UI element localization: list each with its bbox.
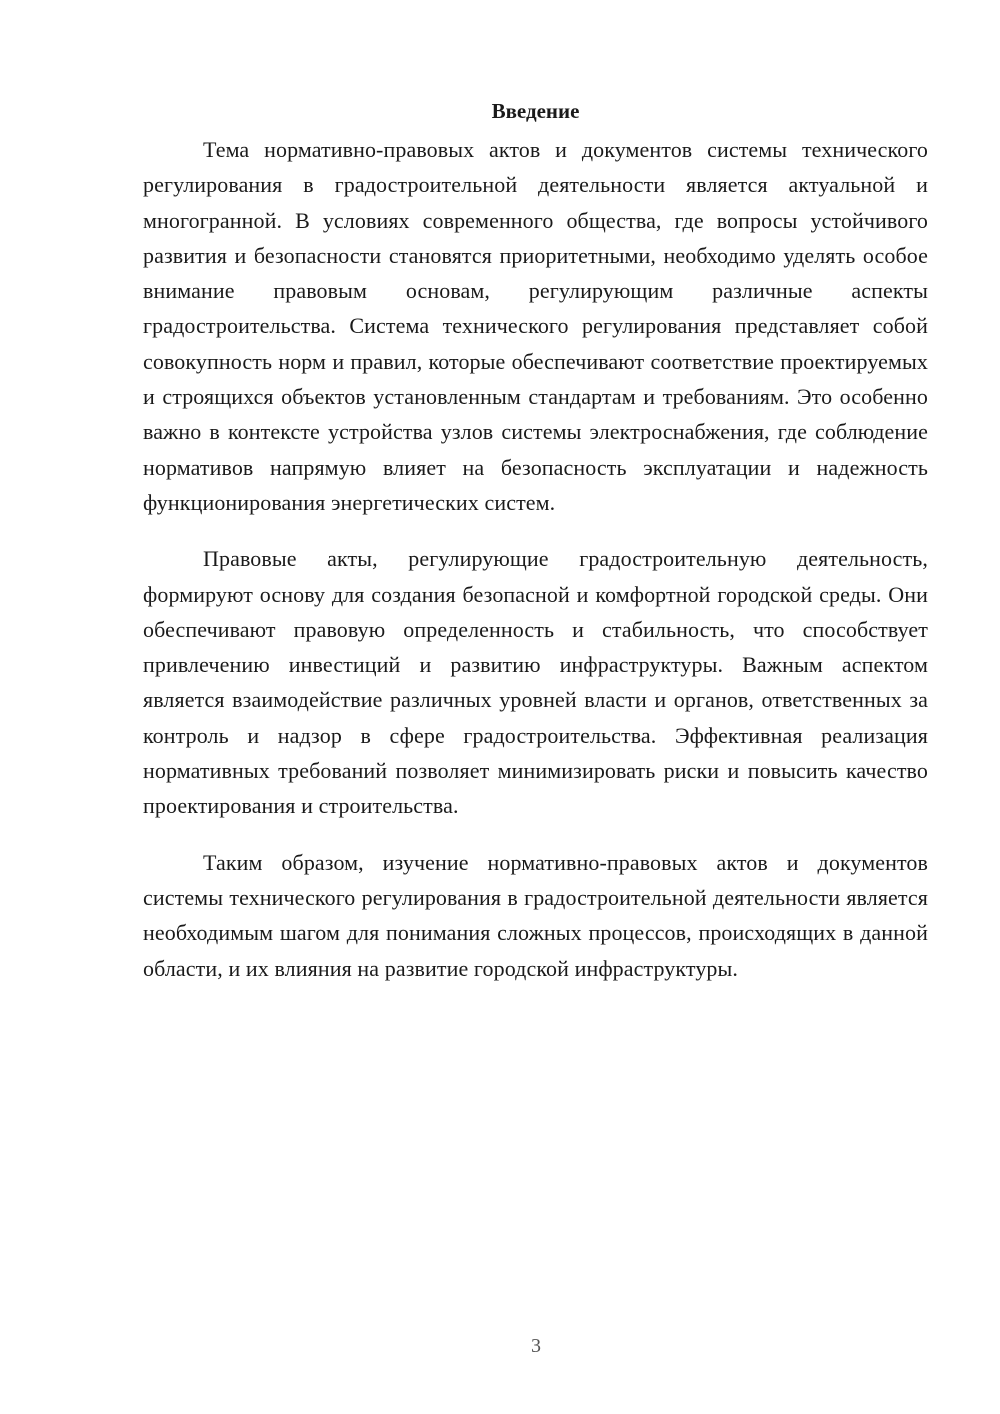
page-content bbox=[143, 96, 928, 986]
paragraph-3: Таким образом, изучение нормативно-правовых актов и документов системы технического регулирования в градостроительной деятельности является необходимым шагом для понимания сложных процессов, происходящих в данной области, и их влияния на развитие городской инфраструктуры. bbox=[143, 849, 928, 981]
paragraph-2: Правовые акты, регулирующие градостроительную деятельность, формируют основу для создания безопасной и комфортной городской среды. Они обеспечивают правовую определенность и стабильность, что способствует привлечению инвестиций и развитию инфраструктуры. Важным аспектом является взаимодействие различных уровней власти и органов, ответственных за контроль и надзор в сфере градостроительства. Эффективная реализация нормативных требований позволяет минимизировать риски и повысить качество проектирования и строительства. bbox=[143, 546, 928, 819]
section-heading: Введение bbox=[491, 99, 580, 123]
page-number: 3 bbox=[531, 1335, 541, 1357]
paragraph-1: Тема нормативно-правовых актов и документов системы технического регулирования в градостроительной деятельности является актуальной и многогранной. В условиях современного общества, где вопросы устойчивого развития и безопасности становятся приоритетными, необходимо уделять особое внимание правовым основам, регулирующим различные аспекты градостроительства. Система технического регулирования представляет собой совокупность норм и правил, которые обеспечивают соответствие проектируемых и строящихся объектов установленным стандартам и требованиям. Это особенно важно в контексте устройства узлов системы электроснабжения, где соблюдение нормативов напрямую влияет на безопасность эксплуатации и надежность функционирования энергетических систем. bbox=[143, 137, 928, 515]
